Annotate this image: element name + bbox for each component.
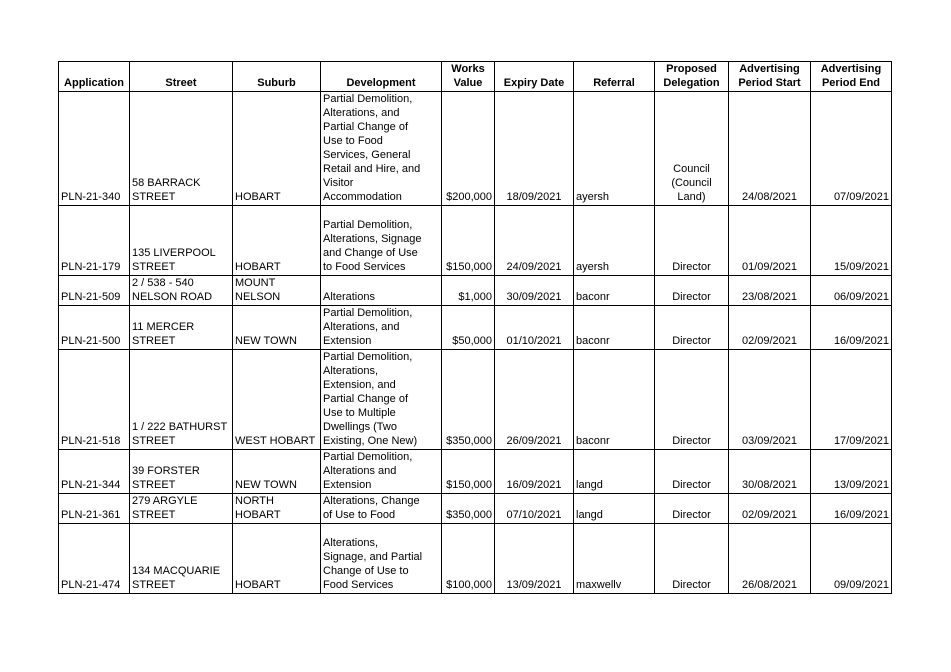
cell-expiry-date: 18/09/2021 bbox=[495, 92, 574, 206]
cell-development: Partial Demolition, Alterations, Extension, and Partial Change of Use to Multiple Dwellings (Two Existing, One New) bbox=[321, 350, 442, 450]
table-row bbox=[59, 276, 892, 306]
cell-referral: maxwellv bbox=[574, 524, 655, 594]
cell-referral: baconr bbox=[574, 306, 655, 350]
cell-proposed-delegation: Director bbox=[655, 206, 729, 276]
cell-application: PLN-21-518 bbox=[59, 350, 130, 450]
cell-advertising-start: 23/08/2021 bbox=[729, 276, 811, 306]
cell-advertising-end: 17/09/2021 bbox=[811, 350, 892, 450]
table-row bbox=[59, 206, 892, 276]
cell-proposed-delegation: Director bbox=[655, 350, 729, 450]
cell-expiry-date: 24/09/2021 bbox=[495, 206, 574, 276]
cell-works-value: $150,000 bbox=[442, 206, 495, 276]
table-row bbox=[59, 494, 892, 524]
cell-advertising-start: 26/08/2021 bbox=[729, 524, 811, 594]
cell-suburb: HOBART bbox=[233, 206, 321, 276]
header-proposed-delegation: Proposed Delegation bbox=[655, 62, 729, 92]
cell-street: 58 BARRACK STREET bbox=[130, 92, 233, 206]
cell-expiry-date: 13/09/2021 bbox=[495, 524, 574, 594]
cell-advertising-end: 07/09/2021 bbox=[811, 92, 892, 206]
cell-referral: baconr bbox=[574, 276, 655, 306]
cell-development: Partial Demolition, Alterations, and Partial Change of Use to Food Services, General Retail and Hire, and Visitor Accommodation bbox=[321, 92, 442, 206]
header-works-value: Works Value bbox=[442, 62, 495, 92]
cell-development: Partial Demolition, Alterations, Signage and Change of Use to Food Services bbox=[321, 206, 442, 276]
cell-application: PLN-21-179 bbox=[59, 206, 130, 276]
cell-street: 2 / 538 - 540 NELSON ROAD bbox=[130, 276, 233, 306]
cell-works-value: $200,000 bbox=[442, 92, 495, 206]
cell-advertising-start: 03/09/2021 bbox=[729, 350, 811, 450]
cell-advertising-end: 13/09/2021 bbox=[811, 450, 892, 494]
cell-advertising-end: 06/09/2021 bbox=[811, 276, 892, 306]
cell-advertising-end: 15/09/2021 bbox=[811, 206, 892, 276]
header-advertising-start: Advertising Period Start bbox=[729, 62, 811, 92]
cell-street: 279 ARGYLE STREET bbox=[130, 494, 233, 524]
cell-application: PLN-21-509 bbox=[59, 276, 130, 306]
cell-works-value: $350,000 bbox=[442, 350, 495, 450]
cell-proposed-delegation: Council (Council Land) bbox=[655, 92, 729, 206]
table-row bbox=[59, 524, 892, 594]
cell-development: Alterations, Signage, and Partial Change of Use to Food Services bbox=[321, 524, 442, 594]
cell-street: 135 LIVERPOOL STREET bbox=[130, 206, 233, 276]
cell-advertising-start: 02/09/2021 bbox=[729, 494, 811, 524]
table-row bbox=[59, 450, 892, 494]
cell-advertising-end: 09/09/2021 bbox=[811, 524, 892, 594]
cell-referral: baconr bbox=[574, 350, 655, 450]
cell-street: 39 FORSTER STREET bbox=[130, 450, 233, 494]
cell-development: Alterations bbox=[321, 276, 442, 306]
cell-application: PLN-21-500 bbox=[59, 306, 130, 350]
applications-table bbox=[58, 61, 892, 594]
cell-development: Partial Demolition, Alterations and Extension bbox=[321, 450, 442, 494]
cell-advertising-start: 02/09/2021 bbox=[729, 306, 811, 350]
cell-advertising-start: 01/09/2021 bbox=[729, 206, 811, 276]
cell-proposed-delegation: Director bbox=[655, 306, 729, 350]
cell-street: 134 MACQUARIE STREET bbox=[130, 524, 233, 594]
cell-suburb: HOBART bbox=[233, 92, 321, 206]
cell-referral: langd bbox=[574, 494, 655, 524]
cell-works-value: $350,000 bbox=[442, 494, 495, 524]
cell-advertising-start: 24/08/2021 bbox=[729, 92, 811, 206]
table-row bbox=[59, 306, 892, 350]
header-referral: Referral bbox=[574, 62, 655, 92]
cell-expiry-date: 16/09/2021 bbox=[495, 450, 574, 494]
cell-suburb: NEW TOWN bbox=[233, 450, 321, 494]
cell-street: 11 MERCER STREET bbox=[130, 306, 233, 350]
cell-suburb: MOUNT NELSON bbox=[233, 276, 321, 306]
cell-proposed-delegation: Director bbox=[655, 450, 729, 494]
cell-application: PLN-21-340 bbox=[59, 92, 130, 206]
cell-suburb: NORTH HOBART bbox=[233, 494, 321, 524]
cell-development: Partial Demolition, Alterations, and Extension bbox=[321, 306, 442, 350]
cell-works-value: $50,000 bbox=[442, 306, 495, 350]
header-development: Development bbox=[321, 62, 442, 92]
cell-advertising-start: 30/08/2021 bbox=[729, 450, 811, 494]
cell-expiry-date: 26/09/2021 bbox=[495, 350, 574, 450]
cell-works-value: $100,000 bbox=[442, 524, 495, 594]
header-application: Application bbox=[59, 62, 130, 92]
cell-development: Alterations, Change of Use to Food bbox=[321, 494, 442, 524]
cell-expiry-date: 07/10/2021 bbox=[495, 494, 574, 524]
cell-application: PLN-21-474 bbox=[59, 524, 130, 594]
cell-proposed-delegation: Director bbox=[655, 524, 729, 594]
cell-suburb: WEST HOBART bbox=[233, 350, 321, 450]
cell-works-value: $1,000 bbox=[442, 276, 495, 306]
cell-application: PLN-21-361 bbox=[59, 494, 130, 524]
table-row bbox=[59, 92, 892, 206]
cell-suburb: NEW TOWN bbox=[233, 306, 321, 350]
cell-street: 1 / 222 BATHURST STREET bbox=[130, 350, 233, 450]
cell-advertising-end: 16/09/2021 bbox=[811, 306, 892, 350]
table-row bbox=[59, 350, 892, 450]
header-advertising-end: Advertising Period End bbox=[811, 62, 892, 92]
header-street: Street bbox=[130, 62, 233, 92]
cell-referral: ayersh bbox=[574, 206, 655, 276]
cell-advertising-end: 16/09/2021 bbox=[811, 494, 892, 524]
cell-application: PLN-21-344 bbox=[59, 450, 130, 494]
cell-proposed-delegation: Director bbox=[655, 494, 729, 524]
cell-expiry-date: 30/09/2021 bbox=[495, 276, 574, 306]
cell-suburb: HOBART bbox=[233, 524, 321, 594]
cell-proposed-delegation: Director bbox=[655, 276, 729, 306]
cell-works-value: $150,000 bbox=[442, 450, 495, 494]
cell-referral: ayersh bbox=[574, 92, 655, 206]
header-row bbox=[59, 62, 892, 92]
cell-expiry-date: 01/10/2021 bbox=[495, 306, 574, 350]
header-expiry-date: Expiry Date bbox=[495, 62, 574, 92]
header-suburb: Suburb bbox=[233, 62, 321, 92]
cell-referral: langd bbox=[574, 450, 655, 494]
